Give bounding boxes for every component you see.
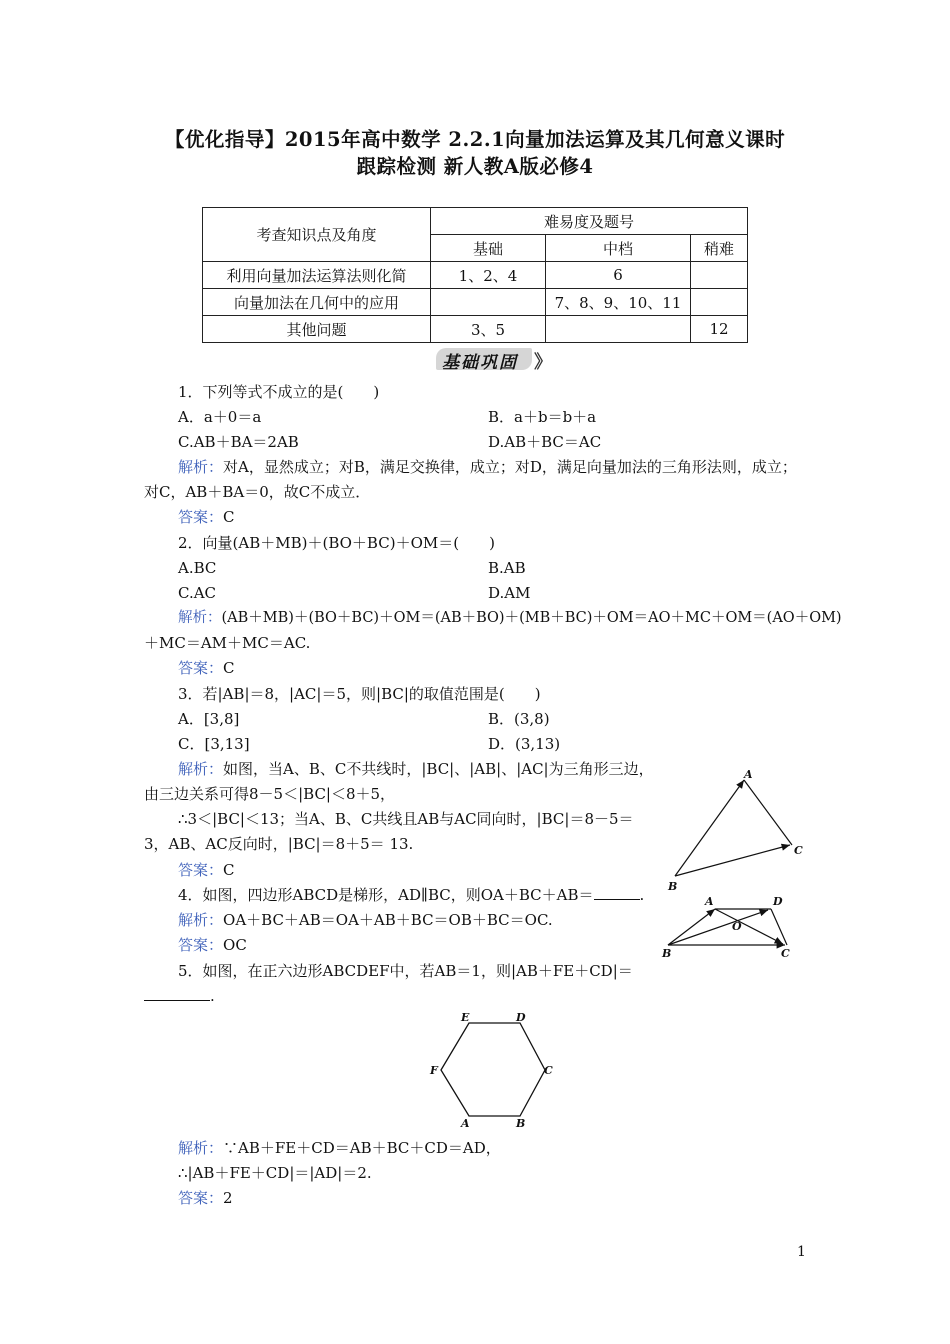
q2-option-c: C.AC (178, 584, 217, 602)
q3-answer (178, 860, 235, 880)
table-cell-topic: 向量加法在几何中的应用 (203, 289, 431, 316)
q3-analysis (178, 759, 654, 779)
table-cell-hard (691, 289, 748, 316)
knowledge-difficulty-table (202, 207, 748, 343)
vertex-label-b: B (662, 947, 672, 960)
q4-stem-end: . (639, 886, 645, 904)
q3-option-c: C．[3,13] (178, 735, 250, 753)
table-row (203, 262, 748, 289)
answer-value: C (223, 508, 235, 526)
q3-analysis-line4: 3，AB、AC反向时，|BC|＝8＋5＝ 13. (144, 835, 414, 853)
double-chevron-icon: 》 (534, 352, 552, 373)
answer-value: OC (223, 936, 247, 954)
q1-stem: 1．下列等式不成立的是( ) (178, 383, 380, 401)
table-header-topic: 考查知识点及角度 (203, 208, 431, 262)
table-cell-basic: 3、5 (431, 316, 546, 343)
q1-analysis-cont: 对C，AB＋BA＝0，故C不成立． (144, 483, 371, 501)
q2-stem: 2．向量(AB＋MB)＋(BO＋BC)＋OM＝( ) (178, 534, 495, 552)
q3-analysis-line2: 由三边关系可得8－5＜|BC|＜8＋5， (144, 785, 396, 803)
vertex-label-b: B (516, 1117, 526, 1130)
vertex-label-b: B (668, 880, 678, 893)
vector-bc (675, 845, 790, 876)
q1-option-a: A．a＋0＝a (178, 408, 262, 426)
table-row (203, 289, 748, 316)
q5-stem-end: . (210, 987, 215, 1005)
vector-ba (668, 909, 715, 945)
analysis-label: 解析： (178, 1139, 224, 1157)
q4-stem (178, 885, 644, 905)
q1-option-b: B．a＋b＝b＋a (488, 408, 597, 426)
q2-analysis (178, 608, 842, 628)
q1-option-c: C.AB＋BA＝2AB (178, 433, 299, 451)
q1-analysis (178, 457, 797, 477)
table-level-medium: 中档 (546, 235, 691, 262)
q5-stem: 5．如图，在正六边形ABCDEF中，若AB＝1，则|AB＋FE＋CD|＝ (178, 962, 633, 980)
answer-label: 答案： (178, 1189, 224, 1207)
diagonal-bd (668, 910, 768, 945)
table-row (203, 316, 748, 343)
vertex-label-a: A (705, 895, 714, 908)
table-cell-topic: 其他问题 (203, 316, 431, 343)
table-cell-topic: 利用向量加法运算法则化简 (203, 262, 431, 289)
answer-label: 答案： (178, 936, 224, 954)
table-header-difficulty: 难易度及题号 (431, 208, 748, 235)
table-cell-medium: 6 (546, 262, 691, 289)
answer-value: C (223, 861, 235, 879)
q5-stem-cont (144, 986, 215, 1006)
answer-blank (594, 885, 640, 900)
vertex-label-d: D (773, 895, 783, 908)
q2-analysis-cont: ＋MC＝AM＋MC＝AC. (144, 634, 311, 652)
analysis-text: (AB＋MB)＋(BO＋BC)＋OM＝(AB＋BO)＋(MB＋BC)＋OM＝AO＋MC＋OM＝(AO＋OM) (221, 610, 842, 626)
q2-option-a: A.BC (178, 559, 217, 577)
q4-stem-text: 4．如图，四边形ABCD是梯形，AD∥BC，则OA＋BC＋AB＝ (178, 886, 594, 904)
q5-answer (178, 1188, 233, 1208)
vertex-label-c: C (781, 947, 790, 960)
answer-label: 答案： (178, 508, 224, 526)
analysis-text: ∵AB＋FE＋CD＝AB＋BC＋CD＝AD， (223, 1139, 501, 1157)
q1-option-d: D.AB＋BC＝AC (488, 433, 602, 451)
table-cell-hard (691, 262, 748, 289)
trapezoid-figure (655, 893, 805, 965)
banner-text: 基础巩固 (442, 353, 518, 373)
table-level-hard: 稍难 (691, 235, 748, 262)
table-cell-basic (431, 289, 546, 316)
table-cell-basic: 1、2、4 (431, 262, 546, 289)
table-cell-medium (546, 316, 691, 343)
vertex-label-c: C (544, 1064, 553, 1077)
vertex-label-e: E (461, 1011, 470, 1024)
vertex-label-a: A (744, 768, 753, 781)
q3-option-a: A．[3,8] (178, 710, 240, 728)
answer-label: 答案： (178, 659, 224, 677)
q4-answer (178, 935, 247, 955)
q3-analysis-line3: ∴3＜|BC|＜13；当A、B、C共线且AB与AC同向时，|BC|＝8－5＝ (178, 810, 634, 828)
q4-analysis (178, 910, 553, 930)
table-level-basic: 基础 (431, 235, 546, 262)
vertex-label-f: F (430, 1064, 438, 1077)
hexagon-outline (441, 1023, 545, 1116)
vertex-label-d: D (516, 1011, 526, 1024)
vector-ba (675, 780, 744, 876)
answer-value: 2 (223, 1189, 233, 1207)
triangle-figure (660, 768, 810, 896)
analysis-label: 解析： (178, 458, 224, 476)
q1-answer (178, 507, 235, 527)
q2-option-b: B.AB (488, 559, 526, 577)
q2-option-d: D.AM (488, 584, 531, 602)
q5-analysis (178, 1138, 501, 1158)
document-title-line1: 【优化指导】2015年高中数学 2.2.1向量加法运算及其几何意义课时 (164, 128, 786, 151)
analysis-text: 如图，当A、B、C不共线时，|BC|、|AB|、|AC|为三角形三边， (223, 760, 654, 778)
answer-blank (144, 986, 210, 1001)
point-label-o: O (732, 920, 742, 933)
hexagon-figure (425, 1008, 565, 1132)
analysis-label: 解析： (178, 911, 224, 929)
document-title-line2: 跟踪检测 新人教A版必修4 (356, 155, 594, 178)
q3-stem: 3．若|AB|＝8，|AC|＝5，则|BC|的取值范围是( ) (178, 685, 541, 703)
page-number: 1 (797, 1244, 806, 1260)
analysis-label: 解析： (178, 760, 224, 778)
answer-value: C (223, 659, 235, 677)
segment-ac (744, 780, 792, 845)
q3-option-b: B．(3,8) (488, 710, 550, 728)
vertex-label-a: A (461, 1117, 470, 1130)
answer-label: 答案： (178, 861, 224, 879)
q5-analysis-line2: ∴|AB＋FE＋CD|＝|AD|＝2. (178, 1164, 372, 1182)
table-cell-hard: 12 (691, 316, 748, 343)
analysis-text: OA＋BC＋AB＝OA＋AB＋BC＝OB＋BC＝OC. (223, 911, 553, 929)
q3-option-d: D．(3,13) (488, 735, 561, 753)
table-cell-medium: 7、8、9、10、11 (546, 289, 691, 316)
analysis-text: 对A，显然成立；对B，满足交换律，成立；对D，满足向量加法的三角形法则，成立； (223, 458, 797, 476)
q2-answer (178, 658, 235, 678)
section-banner (436, 346, 552, 374)
analysis-label: 解析： (178, 610, 222, 626)
vertex-label-c: C (794, 844, 803, 857)
